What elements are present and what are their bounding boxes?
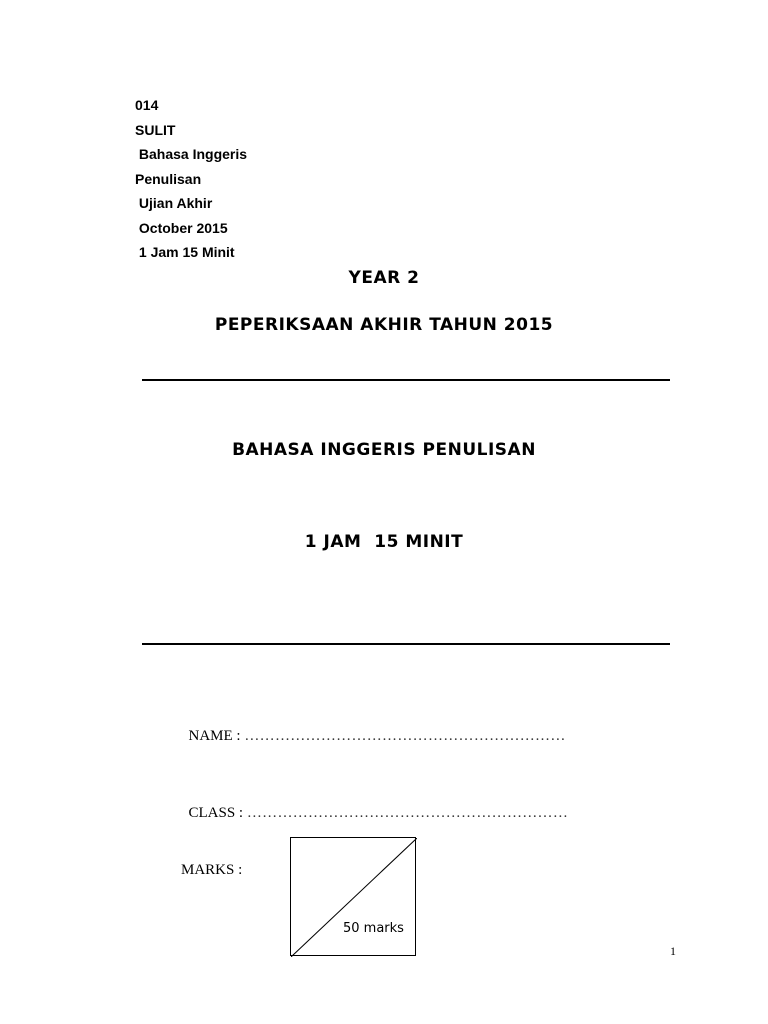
header-date: October 2015: [135, 219, 228, 236]
bottom-divider: [142, 643, 670, 645]
year-title: YEAR 2: [348, 268, 420, 288]
name-label: NAME :: [188, 728, 245, 744]
duration-title: 1 JAM 15 MINIT: [304, 532, 464, 552]
marks-box-diagonal: [291, 838, 417, 957]
class-blank: ………………………………………………………: [246, 805, 569, 821]
subject-title: BAHASA INGGERIS PENULISAN: [232, 440, 536, 460]
header-code: 014: [135, 97, 159, 113]
header-duration: 1 Jam 15 Minit: [135, 244, 235, 260]
page-number: 1: [670, 944, 676, 958]
header-subject: Bahasa Inggeris: [135, 146, 248, 162]
class-field: [181, 788, 568, 822]
header-exam-type: Ujian Akhir: [135, 195, 213, 211]
name-field: [181, 711, 566, 745]
exam-title: PEPERIKSAAN AKHIR TAHUN 2015: [214, 315, 554, 335]
marks-label: MARKS :: [181, 862, 243, 878]
document-header: [135, 93, 247, 265]
class-label: CLASS :: [188, 805, 247, 821]
header-classification: SULIT: [135, 121, 176, 138]
top-divider: [142, 379, 670, 381]
marks-total: 50 marks: [343, 921, 404, 936]
marks-box: [290, 837, 416, 956]
name-blank: ………………………………………………………: [244, 728, 566, 744]
header-paper: Penulisan: [135, 170, 202, 187]
